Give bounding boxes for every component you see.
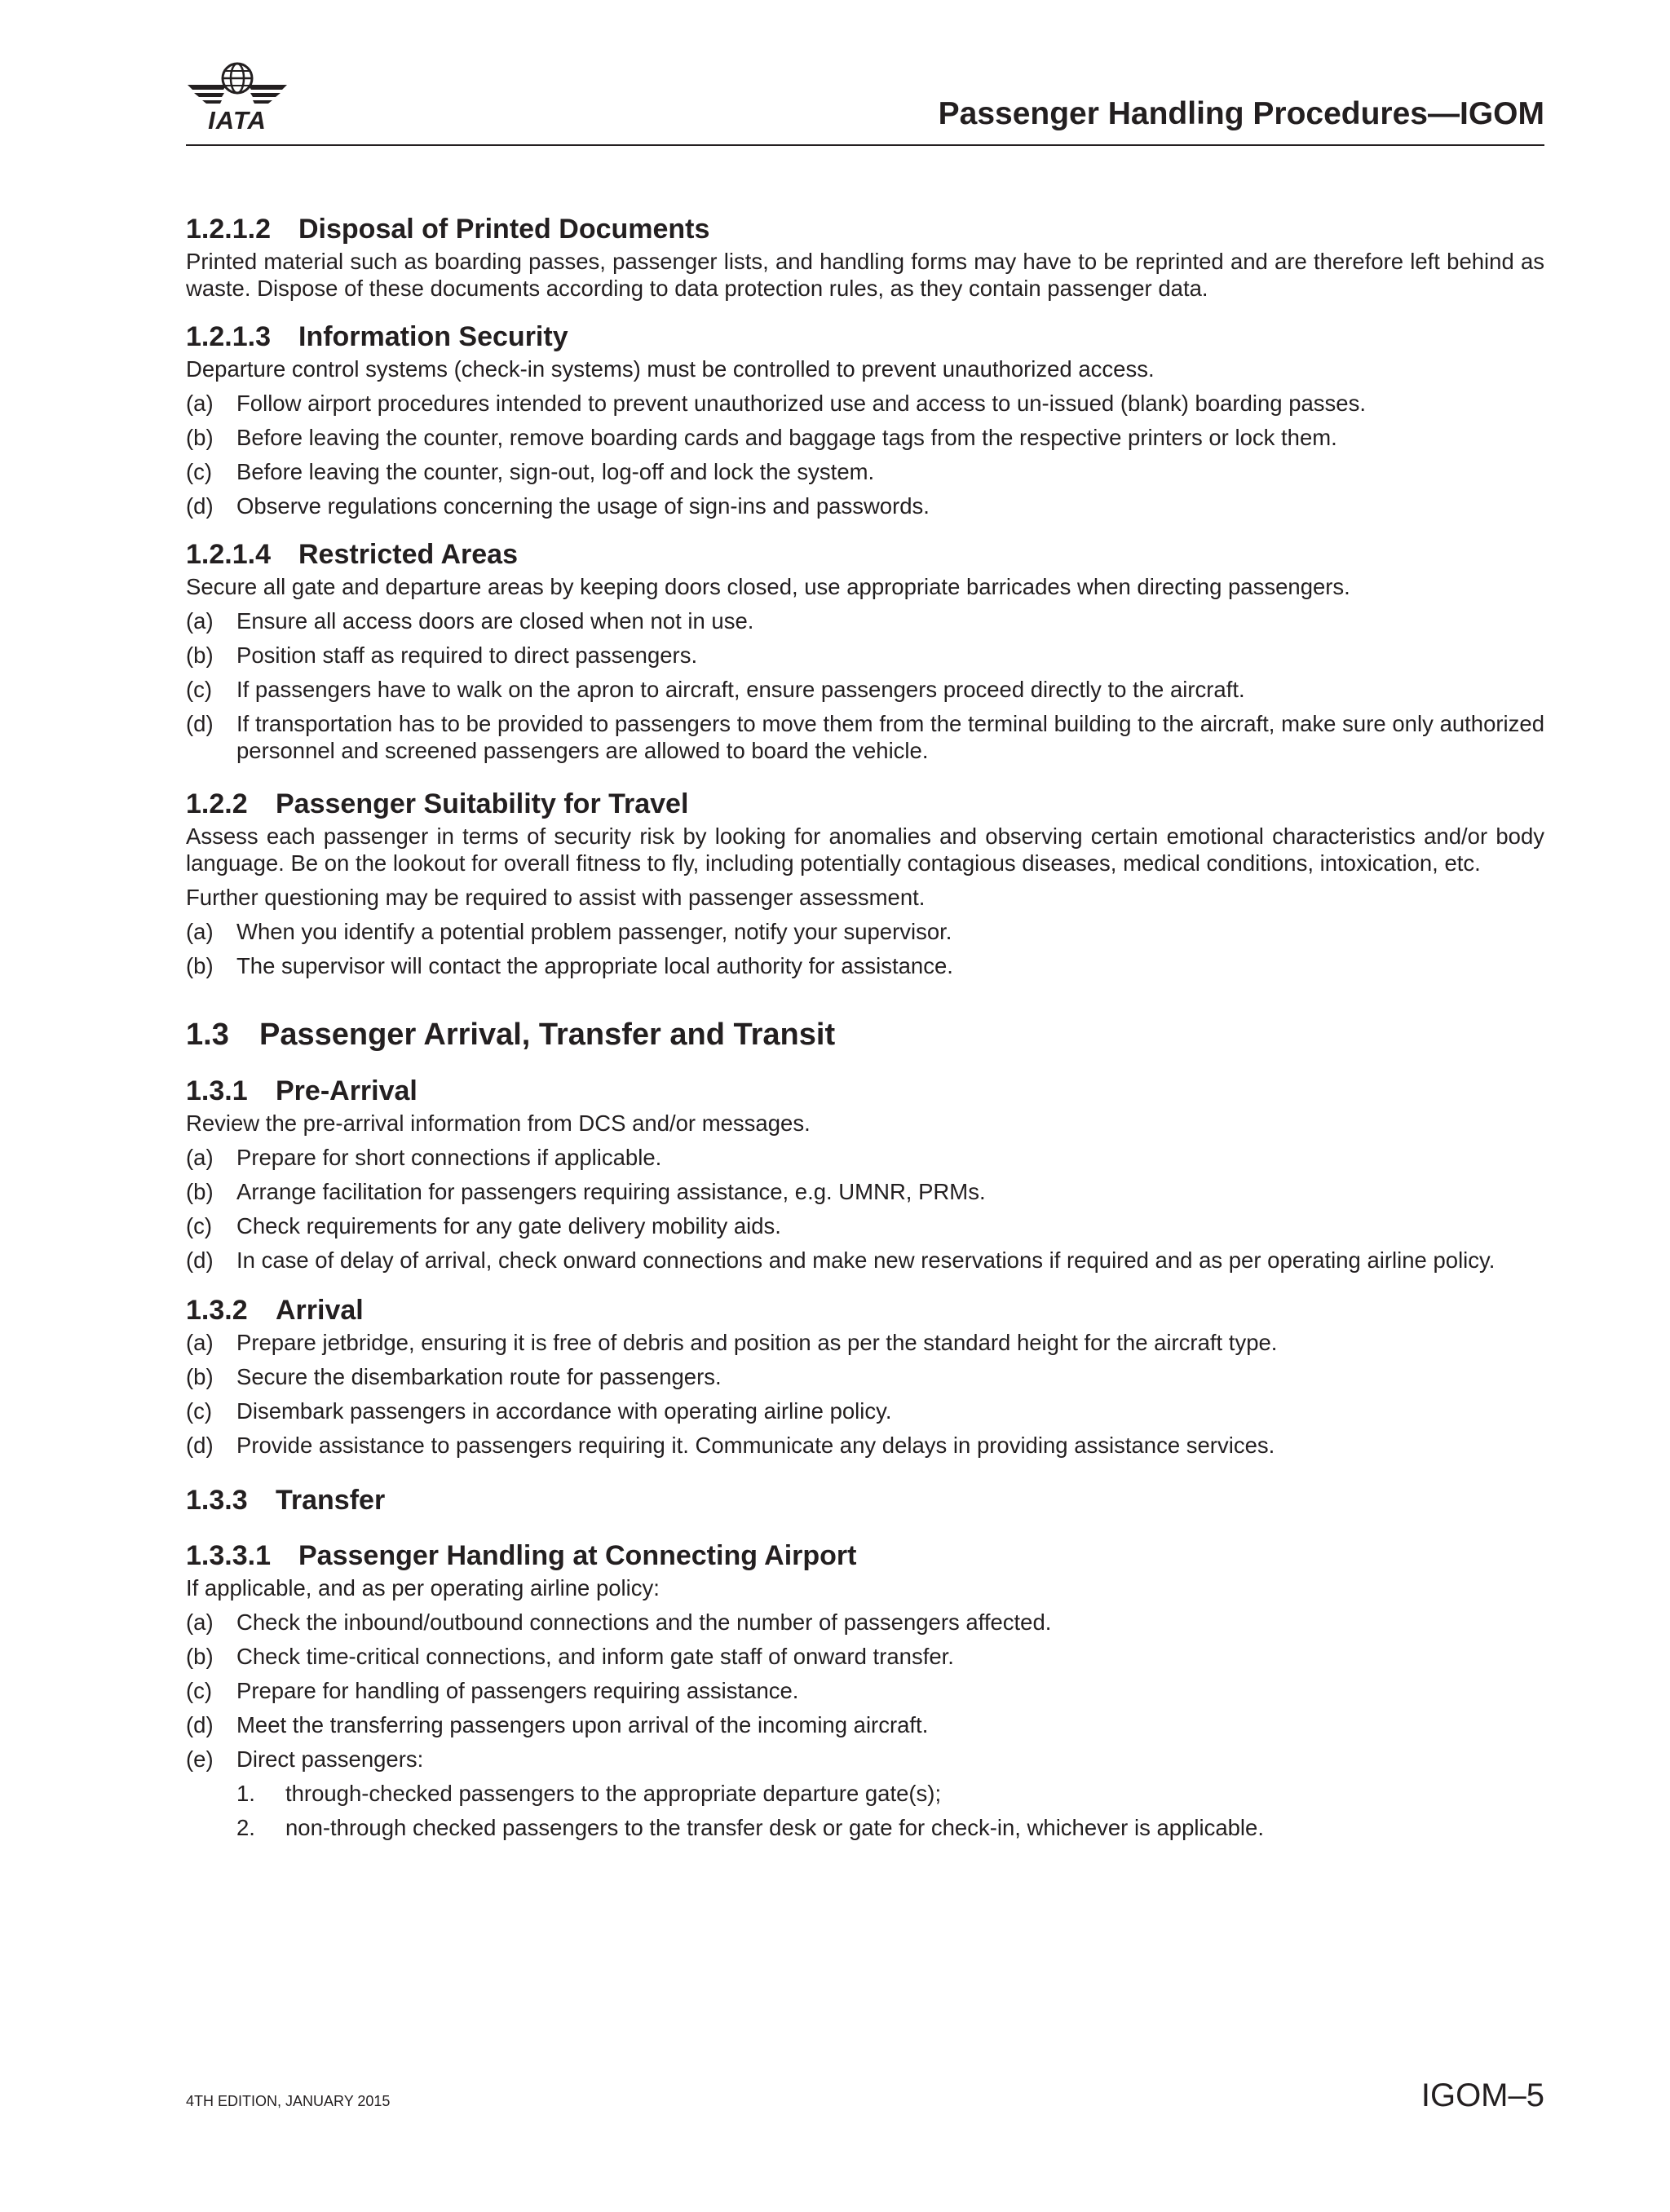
heading-passenger-handling-connecting-airport: 1.3.3.1 Passenger Handling at Connecting Airport: [186, 1540, 857, 1571]
header-divider: [186, 144, 1544, 146]
list-item: (a) When you identify a potential problem passenger, notify your supervisor.: [186, 919, 952, 944]
list-item: (e) Direct passengers:: [186, 1746, 424, 1772]
list-item: (c) Disembark passengers in accordance with operating airline policy.: [186, 1398, 892, 1424]
page-header-title: Passenger Handling Procedures—IGOM: [938, 96, 1544, 131]
list-item: (d) If transportation has to be provided to passengers to move them from the terminal building to the aircraft, make sure only authorized personnel and screened passengers are allowed to board the vehicle.: [186, 711, 1544, 763]
list-item: (a) Prepare for short connections if applicable.: [186, 1145, 662, 1170]
paragraph: Assess each passenger in terms of security risk by looking for anomalies and observing certain emotional characteristics and/or body language. Be on the lookout for overall fitness to fly, including potentially contagious diseases, medical conditions, intoxication, etc.: [186, 823, 1544, 876]
document-body: [186, 210, 1544, 1841]
heading-arrival: 1.3.2 Arrival: [186, 1295, 364, 1326]
paragraph: Further questioning may be required to assist with passenger assessment.: [186, 885, 926, 910]
heading-passenger-suitability: 1.2.2 Passenger Suitability for Travel: [186, 788, 689, 819]
list-item: (a) Follow airport procedures intended to prevent unauthorized use and access to un-issued (blank) boarding passes.: [186, 391, 1366, 416]
sub-list-item: 1. through-checked passengers to the appropriate departure gate(s);: [236, 1781, 942, 1806]
list-item: (b) Position staff as required to direct passengers.: [186, 642, 698, 668]
paragraph: Printed material such as boarding passes, passenger lists, and handling forms may have to be reprinted and are therefore left behind as waste. Dispose of these documents according to data protection rules, as they contain passenger data.: [186, 249, 1544, 301]
iata-wordmark: IATA: [208, 106, 267, 135]
heading-passenger-arrival-transfer-transit: 1.3 Passenger Arrival, Transfer and Transit: [186, 1018, 836, 1052]
list-item: (d) Observe regulations concerning the usage of sign-ins and passwords.: [186, 493, 930, 519]
list-item: (a) Check the inbound/outbound connections and the number of passengers affected.: [186, 1609, 1052, 1635]
paragraph: Secure all gate and departure areas by keeping doors closed, use appropriate barricades when directing passengers.: [186, 574, 1350, 599]
heading-information-security: 1.2.1.3 Information Security: [186, 321, 568, 352]
list-item: (c) If passengers have to walk on the apron to aircraft, ensure passengers proceed directly to the aircraft.: [186, 677, 1245, 702]
list-item: (a) Ensure all access doors are closed when not in use.: [186, 608, 754, 634]
heading-disposal-printed-documents: 1.2.1.2 Disposal of Printed Documents: [186, 214, 710, 245]
list-item: (a) Prepare jetbridge, ensuring it is free of debris and position as per the standard height for the aircraft type.: [186, 1330, 1278, 1355]
sub-list-item: 2. non-through checked passengers to the transfer desk or gate for check-in, whichever is applicable.: [236, 1815, 1264, 1840]
list-item: (c) Before leaving the counter, sign-out, log-off and lock the system.: [186, 459, 875, 484]
paragraph: Review the pre-arrival information from DCS and/or messages.: [186, 1110, 811, 1136]
list-item: (b) Check time-critical connections, and inform gate staff of onward transfer.: [186, 1644, 954, 1669]
list-item: (b) Before leaving the counter, remove boarding cards and baggage tags from the respective printers or lock them.: [186, 425, 1337, 450]
list-item: (b) The supervisor will contact the appropriate local authority for assistance.: [186, 953, 953, 978]
heading-pre-arrival: 1.3.1 Pre-Arrival: [186, 1075, 418, 1106]
list-item: (b) Secure the disembarkation route for passengers.: [186, 1364, 722, 1389]
list-item: (d) Provide assistance to passengers requiring it. Communicate any delays in providing assistance services.: [186, 1433, 1275, 1458]
list-item: (d) In case of delay of arrival, check onward connections and make new reservations if required and as per operating airline policy.: [186, 1247, 1495, 1273]
paragraph: If applicable, and as per operating airline policy:: [186, 1575, 660, 1600]
paragraph: Departure control systems (check-in systems) must be controlled to prevent unauthorized access.: [186, 356, 1155, 382]
iata-logo: [186, 60, 289, 135]
list-item: (d) Meet the transferring passengers upon arrival of the incoming aircraft.: [186, 1712, 929, 1737]
heading-restricted-areas: 1.2.1.4 Restricted Areas: [186, 539, 518, 570]
list-item: (b) Arrange facilitation for passengers requiring assistance, e.g. UMNR, PRMs.: [186, 1179, 986, 1204]
list-item: (c) Prepare for handling of passengers requiring assistance.: [186, 1678, 799, 1703]
list-item: (c) Check requirements for any gate delivery mobility aids.: [186, 1213, 781, 1238]
footer-edition: 4TH EDITION, JANUARY 2015: [186, 2093, 391, 2109]
heading-transfer: 1.3.3 Transfer: [186, 1485, 386, 1516]
page-number: IGOM–5: [1420, 2077, 1544, 2113]
